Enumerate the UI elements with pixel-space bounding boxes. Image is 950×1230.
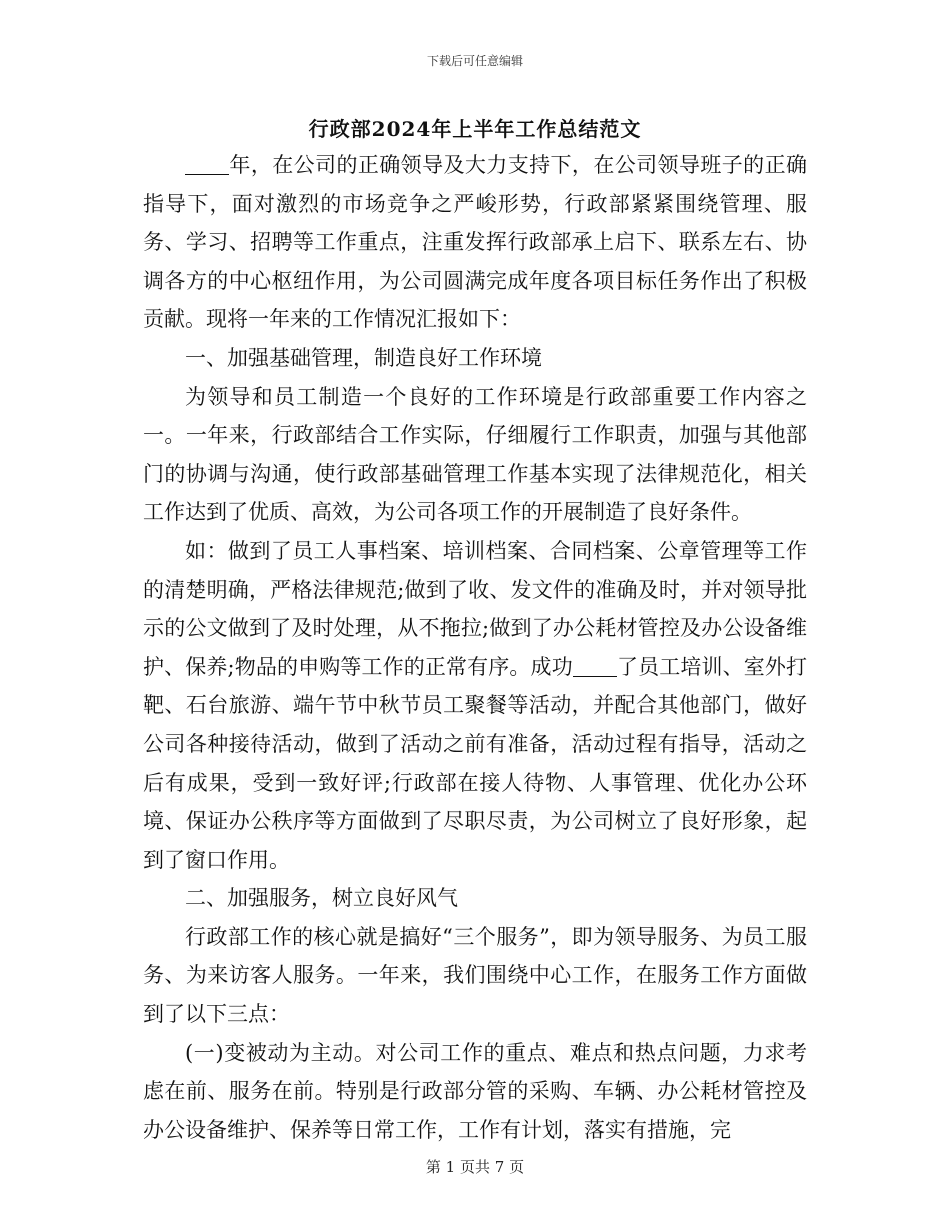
document-body	[143, 112, 807, 1149]
paragraph-examples: 如：做到了员工人事档案、培训档案、合同档案、公章管理等工作的清楚明确，严格法律规范;做到了收、发文件的准确及时，并对领导批示的公文做到了及时处理，从不拖拉;做到了办公耗材管控及办公设备维护、保养;物品的申购等工作的正常有序。成功 了员工培训、室外打靶、石台旅游、端午节中秋节员工聚餐等活动，并配合其他部门，做好公司各种接待活动，做到了活动之前有准备，活动过程有指导，活动之后有成果，受到一致好评;行政部在接人待物、人事管理、优化办公环境、保证办公秩序等方面做到了尽职尽责，为公司树立了良好形象，起到了窗口作用。	[143, 538, 808, 872]
page-number: 第 1 页共 7 页	[425, 1158, 525, 1176]
paragraph-proactive: (一)变被动为主动。对公司工作的重点、难点和热点问题，力求考虑在前、服务在前。特别是行政部分管的采购、车辆、办公耗材管控及办公设备维护、保养等日常工作，工作有计划，落实有措施，完	[143, 1040, 807, 1142]
paragraph-management: 为领导和员工制造一个良好的工作环境是行政部重要工作内容之一。一年来，行政部结合工作实际，仔细履行工作职责，加强与其他部门的协调与沟通，使行政部基础管理工作基本实现了法律规范化，相关工作达到了优质、高效，为公司各项工作的开展制造了良好条件。	[143, 384, 807, 525]
section-heading-2: 二、加强服务，树立良好风气	[185, 886, 458, 911]
paragraph-intro: 年，在公司的正确领导及大力支持下，在公司领导班子的正确指导下，面对激烈的市场竞争之严峻形势，行政部紧紧围绕管理、服务、学习、招聘等工作重点，注重发挥行政部承上启下、联系左右、协调各方的中心枢纽作用，为公司圆满完成年度各项目标任务作出了积极贡献。现将一年来的工作情况汇报如下：	[143, 153, 807, 332]
fill-in-blank	[573, 655, 617, 677]
page-header-note: 下载后可任意编辑	[426, 54, 523, 68]
section-heading-1: 一、加强基础管理，制造良好工作环境	[185, 345, 542, 370]
paragraph-services: 行政部工作的核心就是搞好“三个服务”，即为领导服务、为员工服务、为来访客人服务。一年来，我们围绕中心工作，在服务工作方面做到了以下三点：	[143, 924, 807, 1027]
document-title: 行政部2024年上半年工作总结范文	[308, 117, 642, 141]
fill-in-blank	[185, 153, 229, 175]
